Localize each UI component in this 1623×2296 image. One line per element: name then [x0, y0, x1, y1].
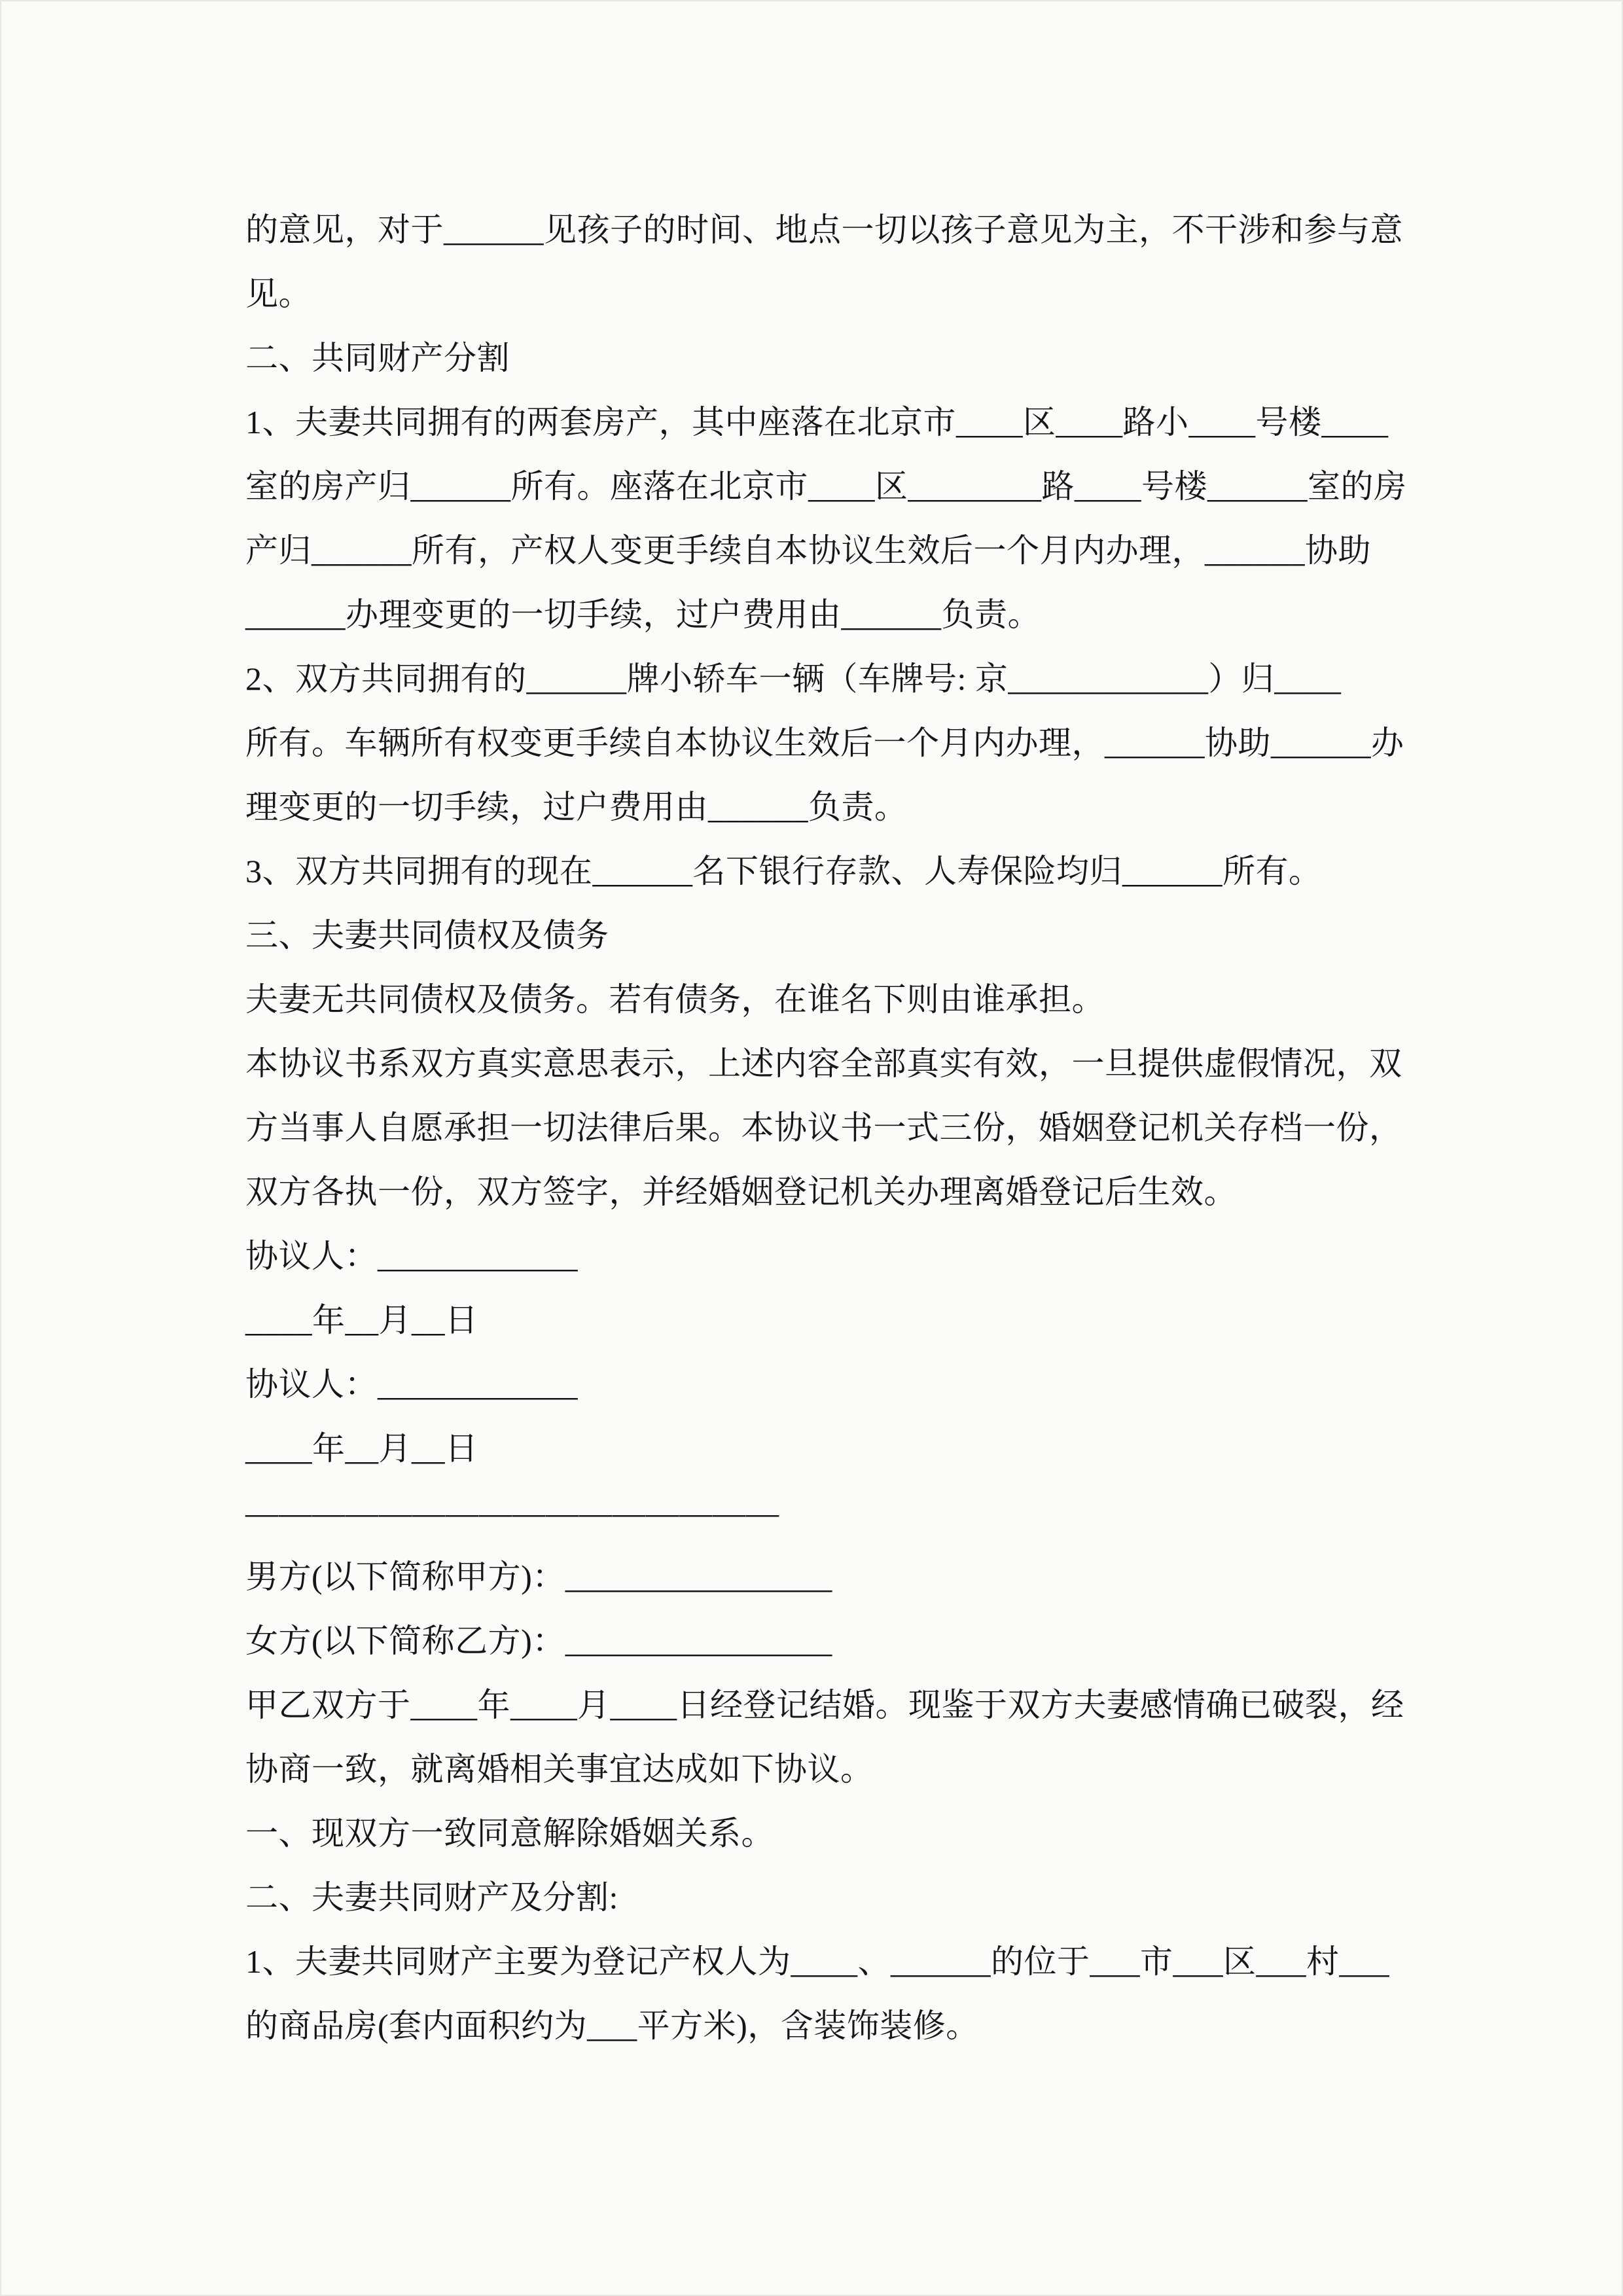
section-heading: 二、共同财产分割: [245, 340, 510, 376]
section-heading: 三、夫妻共同债权及债务: [245, 917, 609, 954]
party-b-line: 女方(以下简称乙方)：________________: [245, 1623, 832, 1659]
signature-line: 协议人：____________: [245, 1238, 578, 1274]
party-a-line: 男方(以下简称甲方)：________________: [245, 1558, 832, 1595]
date-line: ____年__月__日: [245, 1430, 478, 1467]
signature-line: 协议人：____________: [245, 1366, 578, 1403]
text-line: 3、双方共同拥有的现在______名下银行存款、人寿保险均归______所有。: [245, 853, 1322, 889]
text-line: 所有。车辆所有权变更手续自本协议生效后一个月内办理，______协助______办: [245, 725, 1404, 761]
text-line: 见。: [245, 276, 312, 312]
text-line: 的商品房(套内面积约为___平方米)，含装饰装修。: [245, 2007, 979, 2044]
section-heading: 二、夫妻共同财产及分割:: [245, 1879, 618, 1916]
section-heading: 一、现双方一致同意解除婚姻关系。: [245, 1815, 774, 1852]
text-line: 1、夫妻共同财产主要为登记产权人为____、______的位于___市___区___村___: [245, 1943, 1389, 1980]
text-line: 双方各执一份，双方签字，并经婚姻登记机关办理离婚登记后生效。: [245, 1174, 1237, 1210]
text-line: 的意见，对于______见孩子的时间、地点一切以孩子意见为主，不干涉和参与意: [245, 211, 1403, 248]
text-line: 方当事人自愿承担一切法律后果。本协议书一式三份，婚姻登记机关存档一份，: [245, 1109, 1402, 1146]
text-line: 2、双方共同拥有的______牌小轿车一辆（车牌号: 京____________）归____: [245, 660, 1342, 697]
text-line: 协商一致，就离婚相关事宜达成如下协议。: [245, 1751, 874, 1787]
text-line: 1、夫妻共同拥有的两套房产，其中座落在北京市____区____路小____号楼____: [245, 404, 1389, 440]
text-line: 甲乙双方于____年____月____日经登记结婚。现鉴于双方夫妻感情确已破裂，经: [245, 1687, 1404, 1723]
divider-line: ————————————————: [245, 1494, 779, 1531]
text-line: 夫妻无共同债权及债务。若有债务，在谁名下则由谁承担。: [245, 981, 1105, 1018]
text-line: 室的房产归______所有。座落在北京市____区________路____号楼______室的房: [245, 468, 1407, 505]
date-line: ____年__月__日: [245, 1302, 478, 1338]
text-line: ______办理变更的一切手续，过户费用由______负责。: [245, 596, 1041, 633]
text-line: 本协议书系双方真实意思表示，上述内容全部真实有效，一旦提供虚假情况，双: [245, 1045, 1402, 1082]
text-line: 产归______所有，产权人变更手续自本协议生效后一个月内办理，______协助: [245, 532, 1371, 569]
text-line: 理变更的一切手续，过户费用由______负责。: [245, 789, 908, 825]
